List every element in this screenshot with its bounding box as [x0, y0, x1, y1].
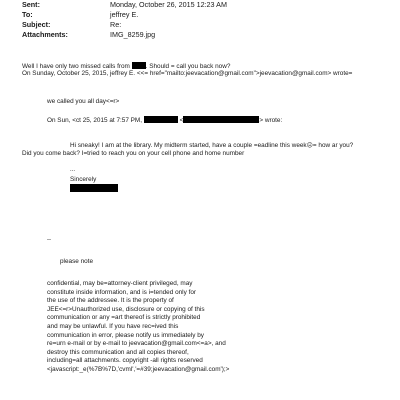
disclaimer-line: re=urn e-mail or by e-mail to jeevacation@gmail.com<=a>, and [47, 340, 226, 348]
disclaimer-line: including=all attachments. copyright -all rights reserved [47, 357, 203, 365]
to-label: To: [22, 10, 33, 19]
attachments-label: Attachments: [22, 30, 68, 39]
disclaimer-line: constitute inside information, and is i=tended only for [47, 288, 197, 296]
signature-redaction [70, 184, 118, 192]
sent-value: Monday, October 26, 2015 12:23 AM [110, 0, 227, 9]
disclaimer-line: communication or any =art thereof is strictly prohibited [47, 314, 201, 322]
quoted-reply-1: we called you all day<=r> [47, 98, 120, 105]
disclaimer-line: destroy this communication and all copies thereof, [47, 348, 189, 356]
please-note: please note [60, 258, 94, 265]
disclaimer-line: confidential, may be=attorney-client privileged, may [47, 280, 193, 287]
body-line-1b: . Should = call you back now? [145, 63, 231, 70]
disclaimer-line: and may be unlawful. If you have rec=ived this [47, 322, 179, 330]
quoted-header-2a: On Sun, <ct 25, 2015 at 7:57 PM, [47, 117, 143, 124]
quoted-reply-2b: = how ar you? [312, 142, 354, 149]
redaction-box [183, 116, 259, 123]
attachments-value: IMG_8259.jpg [110, 30, 156, 39]
body-line-2 [22, 70, 352, 78]
sincerely: Sincerely [70, 176, 97, 183]
body-line-4 [47, 116, 282, 125]
body-line-1a: Well I have only two missed calls from [22, 63, 130, 70]
quoted-header-1: On Sunday, October 25, 2015, jeffrey E. <<= href="mailto:jeevacation@gmail.com">jeevacation@gmail.com> wrote= [22, 70, 353, 77]
redaction-box [132, 62, 146, 69]
header-attachments-row [22, 30, 155, 39]
redaction-box [144, 116, 178, 123]
subject-label: Subject: [22, 20, 51, 29]
disclaimer-line: JEE<=r>Unauthorized use, disclosure or copying of this [47, 305, 205, 313]
quoted-reply-2a: Hi sneaky! I am at the library. My midterm started, have a couple =eadline this week [70, 142, 307, 149]
body-line-5 [70, 142, 353, 150]
header-to-row [22, 10, 138, 19]
sad-face-icon: ☹ [306, 143, 313, 149]
header-sent-row [22, 0, 227, 9]
disclaimer-line: communication in error, please notify us immediately by [47, 331, 204, 339]
to-value: jeffrey E. [110, 10, 139, 19]
subject-value: Re: [110, 20, 122, 29]
sig-dash: -- [47, 237, 51, 243]
body-line-6 [22, 150, 244, 158]
header-subject-row [22, 20, 121, 29]
quoted-reply-3: Did you come back? I=tried to reach you on your cell phone and home number [22, 150, 245, 157]
ellipsis: ... [70, 167, 76, 173]
disclaimer-block [47, 280, 229, 375]
sent-label: Sent: [22, 0, 40, 9]
quoted-header-2b: < [179, 117, 184, 124]
disclaimer-line: the use of the addressee. It is the property of [47, 297, 174, 305]
quoted-header-2c: > wrote: [259, 117, 283, 124]
disclaimer-line: <javascript:_e(%7B%7D,'cvml','=#39;jeevacation@gmail.com');> [47, 365, 230, 373]
body-line-3 [47, 98, 119, 106]
